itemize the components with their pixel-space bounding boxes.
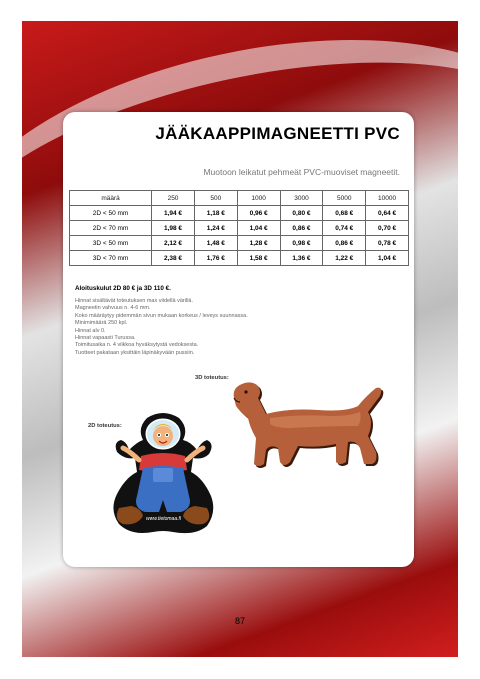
price-cell: 0,64 €: [366, 206, 409, 221]
table-row: [70, 251, 409, 266]
dog-magnet-image: [230, 380, 392, 476]
price-cell: 0,96 €: [237, 206, 280, 221]
price-cell: 0,86 €: [323, 236, 366, 251]
page-title: JÄÄKAAPPIMAGNEETTI PVC: [155, 124, 400, 143]
row-label: 2D < 50 mm: [70, 206, 152, 221]
price-cell: 1,18 €: [194, 206, 237, 221]
table-row: [70, 221, 409, 236]
price-cell: 1,58 €: [237, 251, 280, 266]
page-subtitle: Muotoon leikatut pehmeät PVC-muoviset magneetit.: [203, 167, 400, 177]
price-cell: 1,98 €: [152, 221, 195, 236]
kid-magnet-url: www.tietomaa.fi: [146, 516, 182, 522]
price-cell: 1,48 €: [194, 236, 237, 251]
note-item: Hinnat vapaasti Turussa.: [75, 335, 136, 342]
header-quantity: määrä: [70, 191, 152, 206]
note-item: Minimimäärä 250 kpl.: [75, 320, 128, 327]
row-label: 2D < 70 mm: [70, 221, 152, 236]
price-cell: 1,04 €: [237, 221, 280, 236]
header-5000: 5000: [323, 191, 366, 206]
price-cell: 1,24 €: [194, 221, 237, 236]
note-item: Hinnat sisältävät toteutuksen max viidellä värillä.: [75, 298, 194, 304]
header-1000: 1000: [237, 191, 280, 206]
price-cell: 0,68 €: [323, 206, 366, 221]
label-3d-example: 3D toteutus:: [195, 375, 229, 381]
header-500: 500: [194, 191, 237, 206]
table-row: [70, 236, 409, 251]
price-cell: 2,12 €: [152, 236, 195, 251]
label-2d-example: 2D toteutus:: [88, 423, 122, 429]
note-item: Magneetin vahvuus n. 4-6 mm.: [75, 305, 151, 312]
startup-costs: Aloituskulut 2D 80 € ja 3D 110 €.: [75, 285, 171, 292]
price-cell: 0,86 €: [280, 221, 323, 236]
price-cell: 0,80 €: [280, 206, 323, 221]
row-label: 3D < 50 mm: [70, 236, 152, 251]
price-cell: 0,74 €: [323, 221, 366, 236]
price-cell: 1,36 €: [280, 251, 323, 266]
note-item: Tuotteet pakataan yksittäin läpinäkyvään pussiin.: [75, 349, 195, 356]
price-cell: 0,70 €: [366, 221, 409, 236]
header-250: 250: [152, 191, 195, 206]
price-cell: 0,98 €: [280, 236, 323, 251]
notes-list: [75, 298, 248, 357]
page-number: 87: [234, 616, 245, 626]
price-cell: 2,38 €: [152, 251, 195, 266]
table-row: [70, 206, 409, 221]
row-label: 3D < 70 mm: [70, 251, 152, 266]
price-cell: 0,78 €: [366, 236, 409, 251]
header-10000: 10000: [366, 191, 409, 206]
price-table: [69, 190, 409, 266]
price-cell: 1,94 €: [152, 206, 195, 221]
note-item: Toimitusaika n. 4 viikkoa hyväksytystä vedoksesta.: [75, 342, 199, 349]
price-cell: 1,22 €: [323, 251, 366, 266]
content-panel: [63, 112, 414, 567]
table-header-row: [70, 191, 409, 206]
note-item: Hinnat alv 0.: [75, 327, 106, 334]
header-3000: 3000: [280, 191, 323, 206]
price-cell: 1,28 €: [237, 236, 280, 251]
price-cell: 1,76 €: [194, 251, 237, 266]
price-cell: 1,04 €: [366, 251, 409, 266]
note-item: Koko määräytyy pidemmän sivun mukaan korkeus / leveys suunnassa.: [75, 312, 248, 319]
